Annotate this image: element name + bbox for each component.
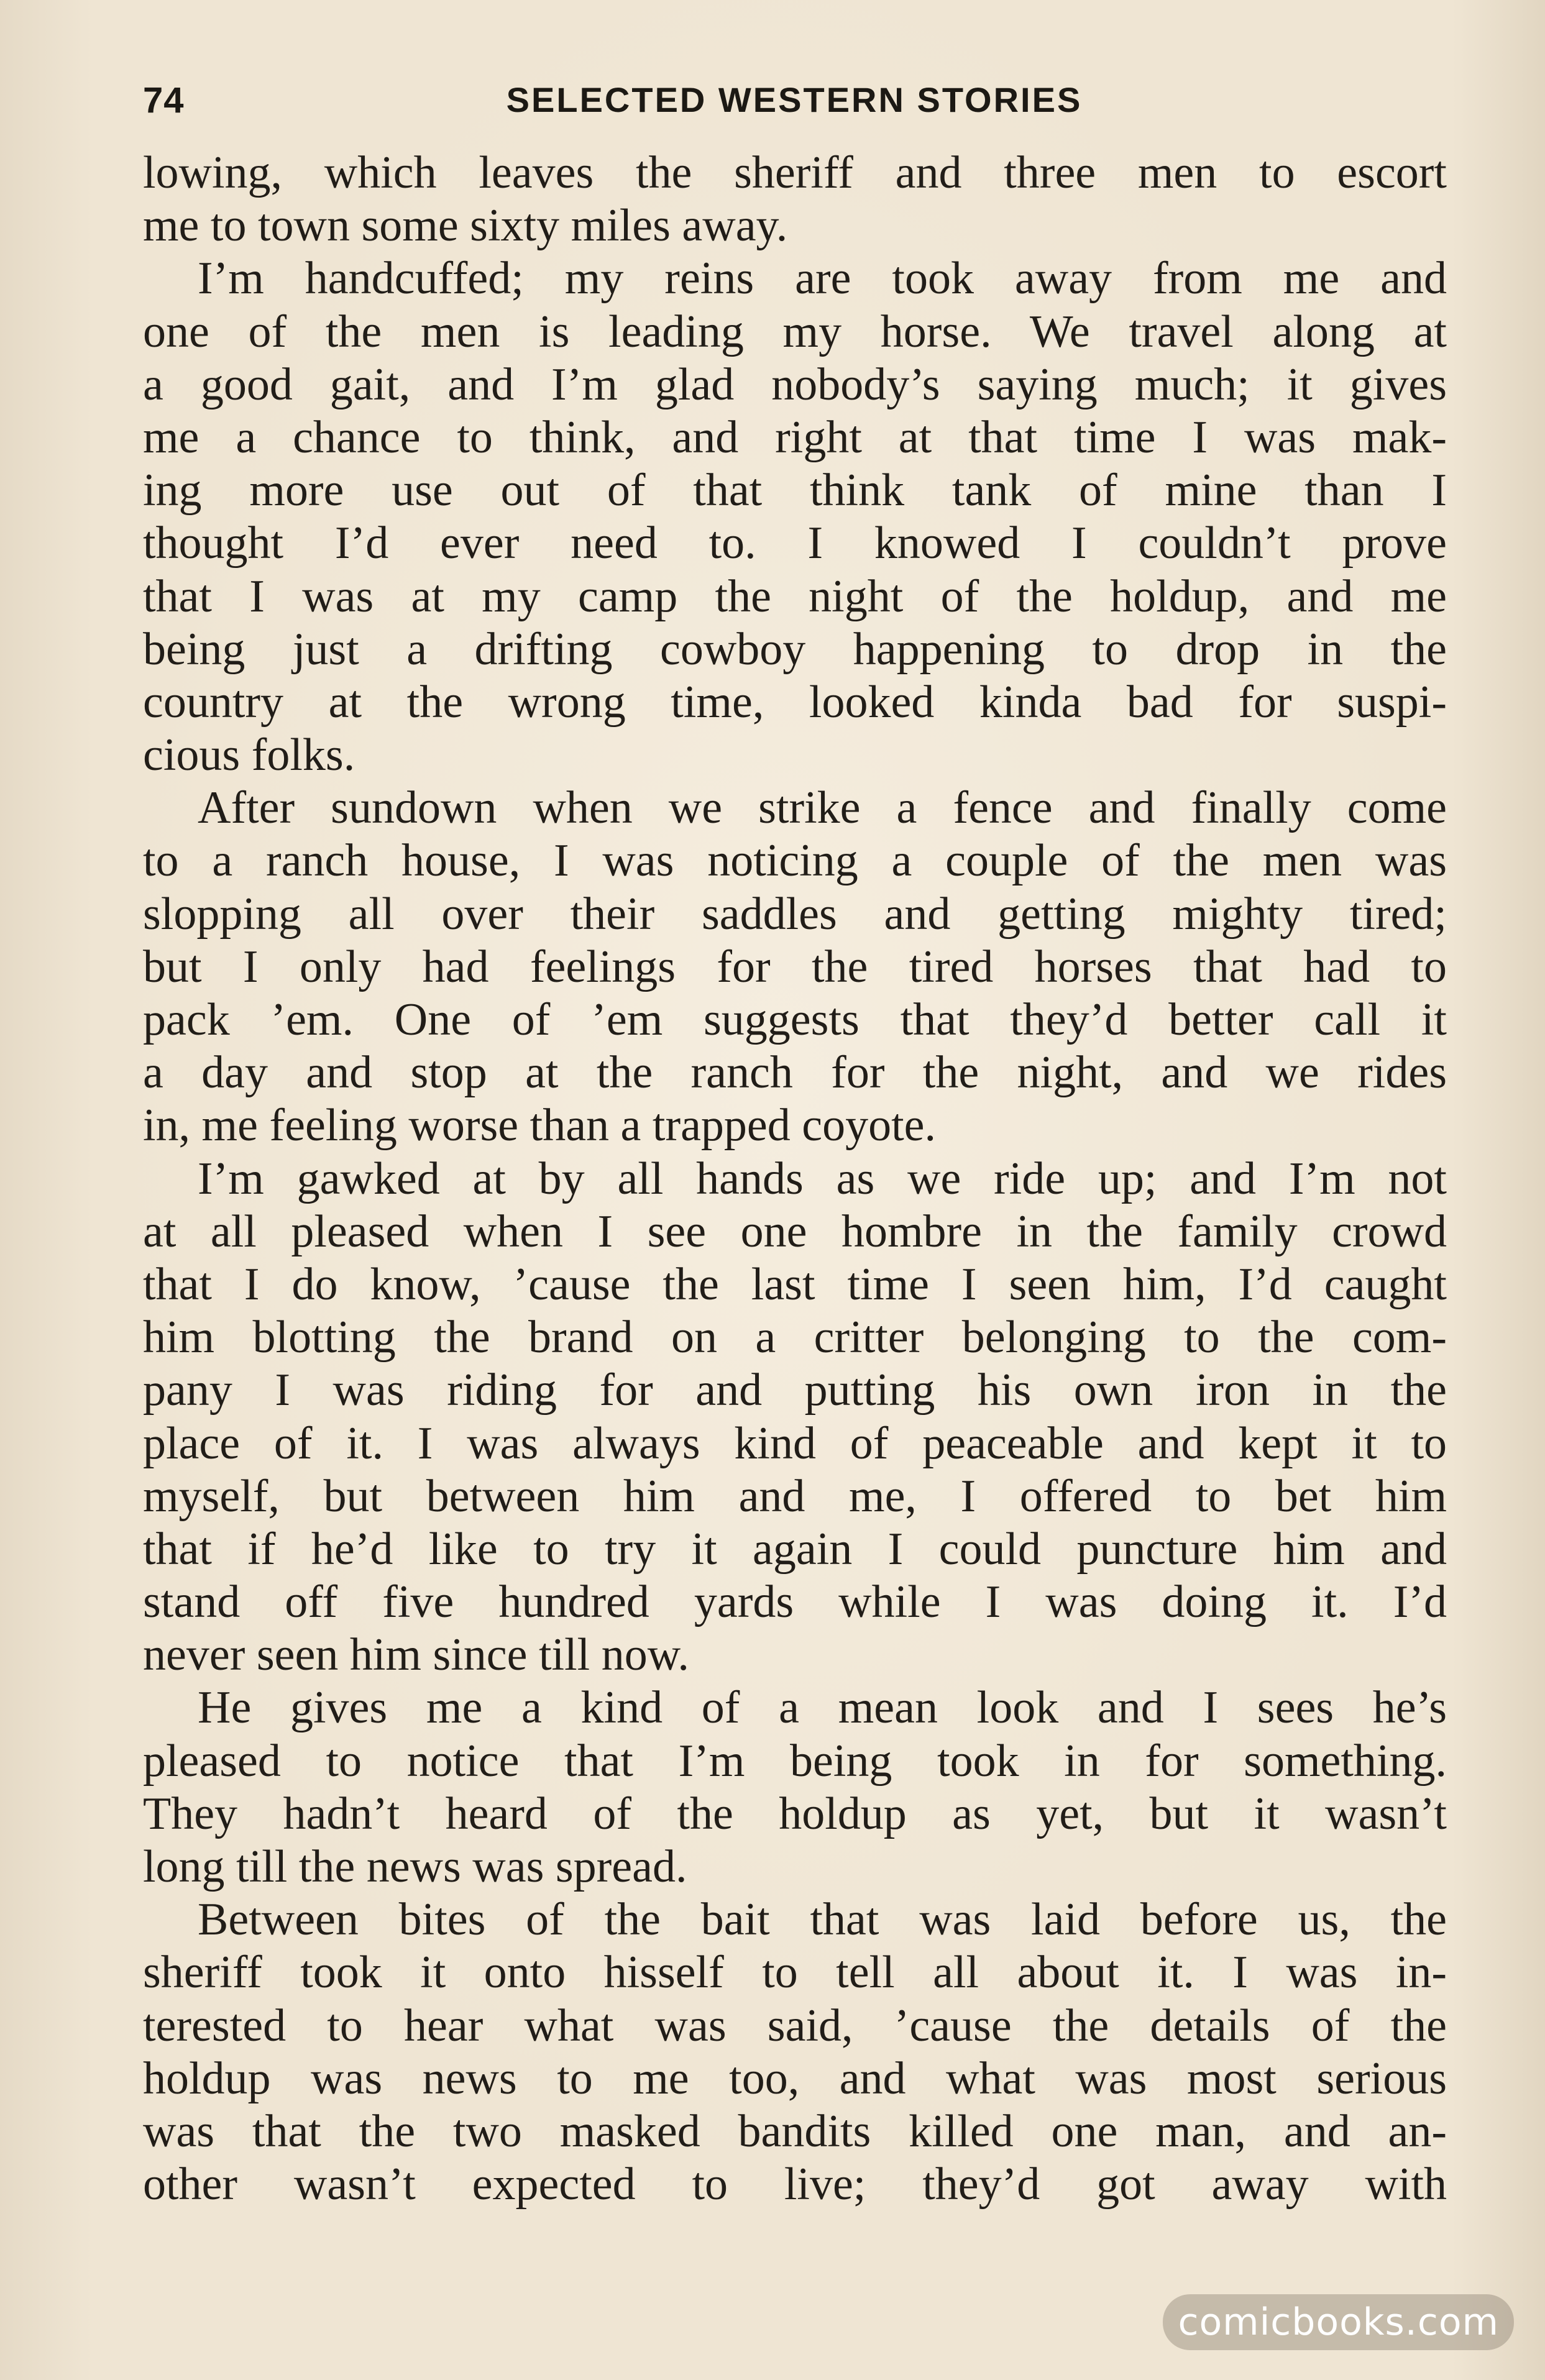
text-line: that I do know, ’cause the last time I seen him, I’d caught (143, 1258, 1447, 1310)
text-line: a good gait, and I’m glad nobody’s saying much; it gives (143, 359, 1447, 410)
text-line: him blotting the brand on a critter belonging to the com- (143, 1312, 1447, 1363)
text-line: pleased to notice that I’m being took in for something. (143, 1735, 1447, 1787)
text-line: myself, but between him and me, I offered to bet him (143, 1470, 1447, 1522)
story-text (143, 147, 1447, 2211)
text-line: thought I’d ever need to. I knowed I couldn’t prove (143, 518, 1447, 569)
text-line: me to town some sixty miles away. (143, 200, 788, 252)
text-line: slopping all over their saddles and getting mighty tired; (143, 888, 1447, 940)
watermark: comicbooks.com (1163, 2294, 1514, 2350)
text-line: stand off five hundred yards while I was doing it. I’d (143, 1577, 1447, 1628)
text-line: After sundown when we strike a fence and finally come (198, 782, 1447, 834)
text-line: He gives me a kind of a mean look and I sees he’s (198, 1682, 1447, 1734)
text-line: pany I was riding for and putting his own iron in the (143, 1365, 1447, 1416)
page-header (143, 80, 1446, 129)
text-line: ing more use out of that think tank of mine than I (143, 465, 1447, 516)
text-line: me a chance to think, and right at that time I was mak- (143, 411, 1447, 463)
text-line: never seen him since till now. (143, 1629, 689, 1681)
text-line: holdup was news to me too, and what was most serious (143, 2053, 1447, 2104)
text-line: other wasn’t expected to live; they’d got away with (143, 2159, 1447, 2210)
text-line: a day and stop at the ranch for the night, and we rides (143, 1047, 1447, 1099)
text-line: terested to hear what was said, ’cause the details of the (143, 2000, 1447, 2051)
text-line: sheriff took it onto hisself to tell all about it. I was in- (143, 1947, 1447, 1998)
text-line: place of it. I was always kind of peaceable and kept it to (143, 1417, 1447, 1469)
text-line: I’m handcuffed; my reins are took away from me and (198, 253, 1447, 304)
running-head: SELECTED WESTERN STORIES (506, 80, 1083, 119)
text-line: Between bites of the bait that was laid before us, the (198, 1894, 1447, 1946)
text-line: was that the two masked bandits killed one man, and an- (143, 2105, 1447, 2157)
text-line: one of the men is leading my horse. We travel along at (143, 306, 1447, 357)
text-line: at all pleased when I see one hombre in the family crowd (143, 1206, 1447, 1257)
text-line: They hadn’t heard of the holdup as yet, but it wasn’t (143, 1788, 1447, 1839)
text-line: to a ranch house, I was noticing a couple of the men was (143, 835, 1447, 887)
text-line: in, me feeling worse than a trapped coyote. (143, 1100, 937, 1151)
text-line: cious folks. (143, 730, 355, 781)
text-line: I’m gawked at by all hands as we ride up; and I’m not (198, 1153, 1447, 1204)
text-line: country at the wrong time, looked kinda bad for suspi- (143, 676, 1447, 728)
text-line: that I was at my camp the night of the holdup, and me (143, 570, 1447, 622)
text-line: that if he’d like to try it again I could puncture him and (143, 1523, 1447, 1575)
text-line: long till the news was spread. (143, 1841, 687, 1892)
page-number: 74 (143, 80, 185, 121)
text-line: lowing, which leaves the sheriff and three men to escort (143, 147, 1447, 198)
text-line: pack ’em. One of ’em suggests that they’d better call it (143, 994, 1447, 1045)
text-line: but I only had feelings for the tired horses that had to (143, 941, 1447, 992)
text-line: being just a drifting cowboy happening to drop in the (143, 623, 1447, 675)
